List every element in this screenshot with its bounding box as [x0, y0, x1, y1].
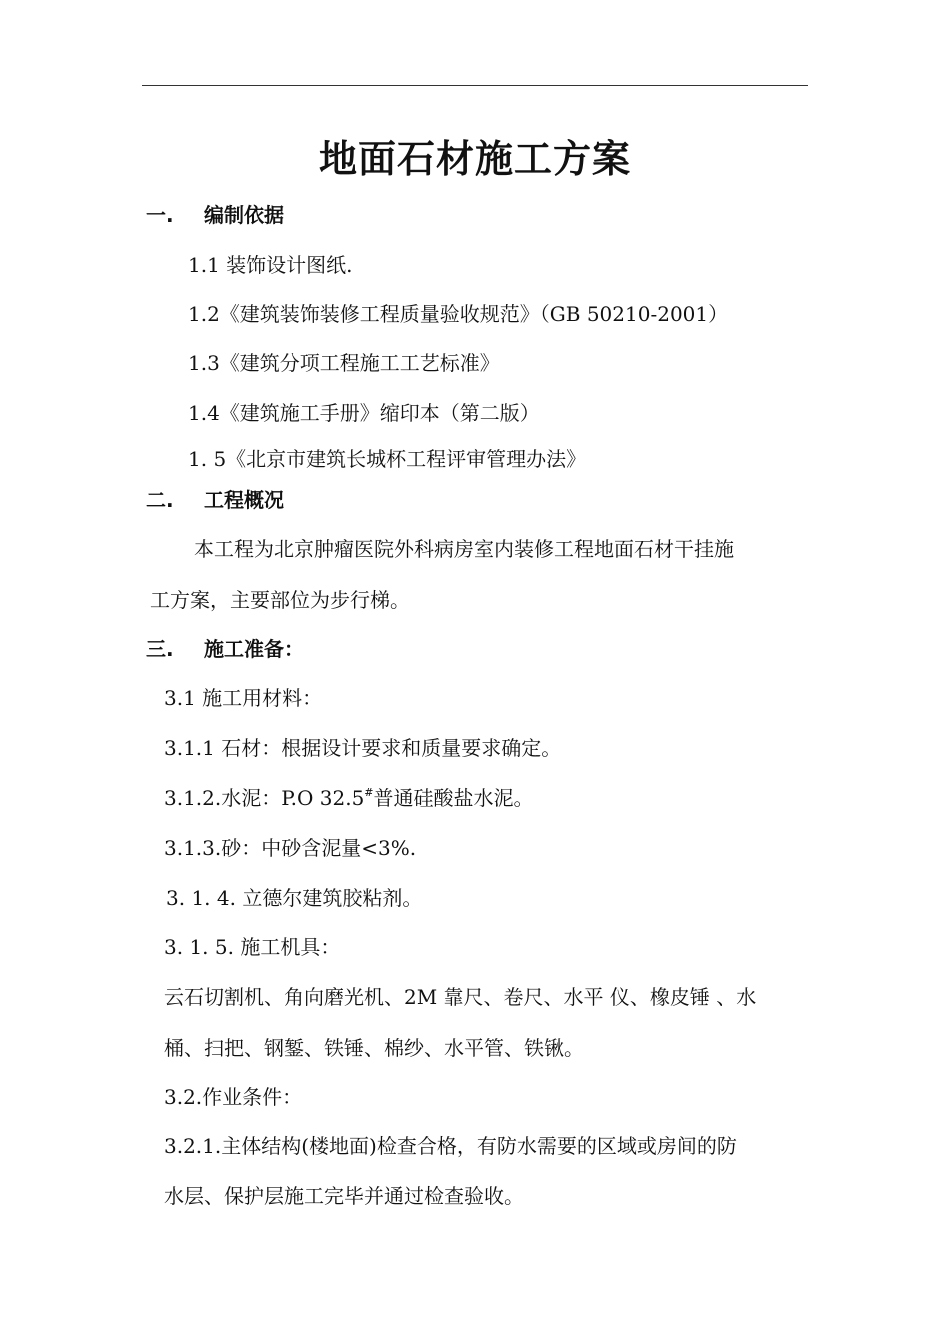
section-number: 三.	[146, 637, 174, 661]
section-title: 编制依据	[204, 203, 284, 227]
document-title: 地面石材施工方案	[318, 137, 631, 181]
basis-item-2: 1.2《建筑装饰装修工程质量验收规范》（GB 50210-2001）	[188, 302, 729, 326]
tools-line-1: 云石切割机、角向磨光机、2M 靠尺、卷尺、水平 仪、橡皮锤 、水	[164, 985, 757, 1009]
overview-line-1: 本工程为北京肿瘤医院外科病房室内装修工程地面石材干挂施	[194, 537, 734, 561]
materials-heading: 3.1 施工用材料：	[164, 686, 323, 710]
section-number: 一.	[146, 203, 174, 227]
tools-line-2: 桶、扫把、钢錾、铁锤、棉纱、水平管、铁锹。	[164, 1036, 584, 1060]
basis-item-5: 1. 5《北京市建筑长城杯工程评审管理办法》	[188, 447, 587, 471]
condition-line-1: 3.2.1.主体结构(楼地面)检查合格，有防水需要的区域或房间的防	[164, 1134, 737, 1158]
condition-line-2: 水层、保护层施工完毕并通过检查验收。	[164, 1184, 524, 1208]
section-heading-2	[146, 486, 284, 514]
header-rule	[142, 85, 808, 86]
cement-grade-mark: #	[364, 786, 374, 799]
section-number: 二.	[146, 488, 174, 512]
stone-item: 3.1.1 石材：根据设计要求和质量要求确定。	[164, 736, 562, 760]
tools-heading: 3. 1. 5. 施工机具：	[164, 935, 341, 959]
overview-line-2: 工方案，主要部位为步行梯。	[150, 588, 410, 612]
adhesive-item: 3. 1. 4. 立德尔建筑胶粘剂。	[166, 886, 423, 910]
conditions-heading: 3.2.作业条件：	[164, 1085, 303, 1109]
basis-item-4: 1.4《建筑施工手册》缩印本（第二版）	[188, 401, 540, 425]
cement-item	[164, 784, 534, 816]
section-title: 工程概况	[204, 488, 284, 512]
cement-prefix: 3.1.2.水泥：P.O 32.5	[164, 786, 365, 810]
sand-item: 3.1.3.砂：中砂含泥量<3%.	[164, 836, 417, 860]
section-heading-1	[146, 201, 284, 229]
section-title: 施工准备：	[204, 637, 304, 661]
basis-item-3: 1.3《建筑分项工程施工工艺标准》	[188, 351, 500, 375]
basis-item-1: 1.1 装饰设计图纸.	[188, 253, 353, 277]
cement-suffix: 普通硅酸盐水泥。	[373, 786, 534, 810]
section-heading-3	[146, 635, 304, 663]
